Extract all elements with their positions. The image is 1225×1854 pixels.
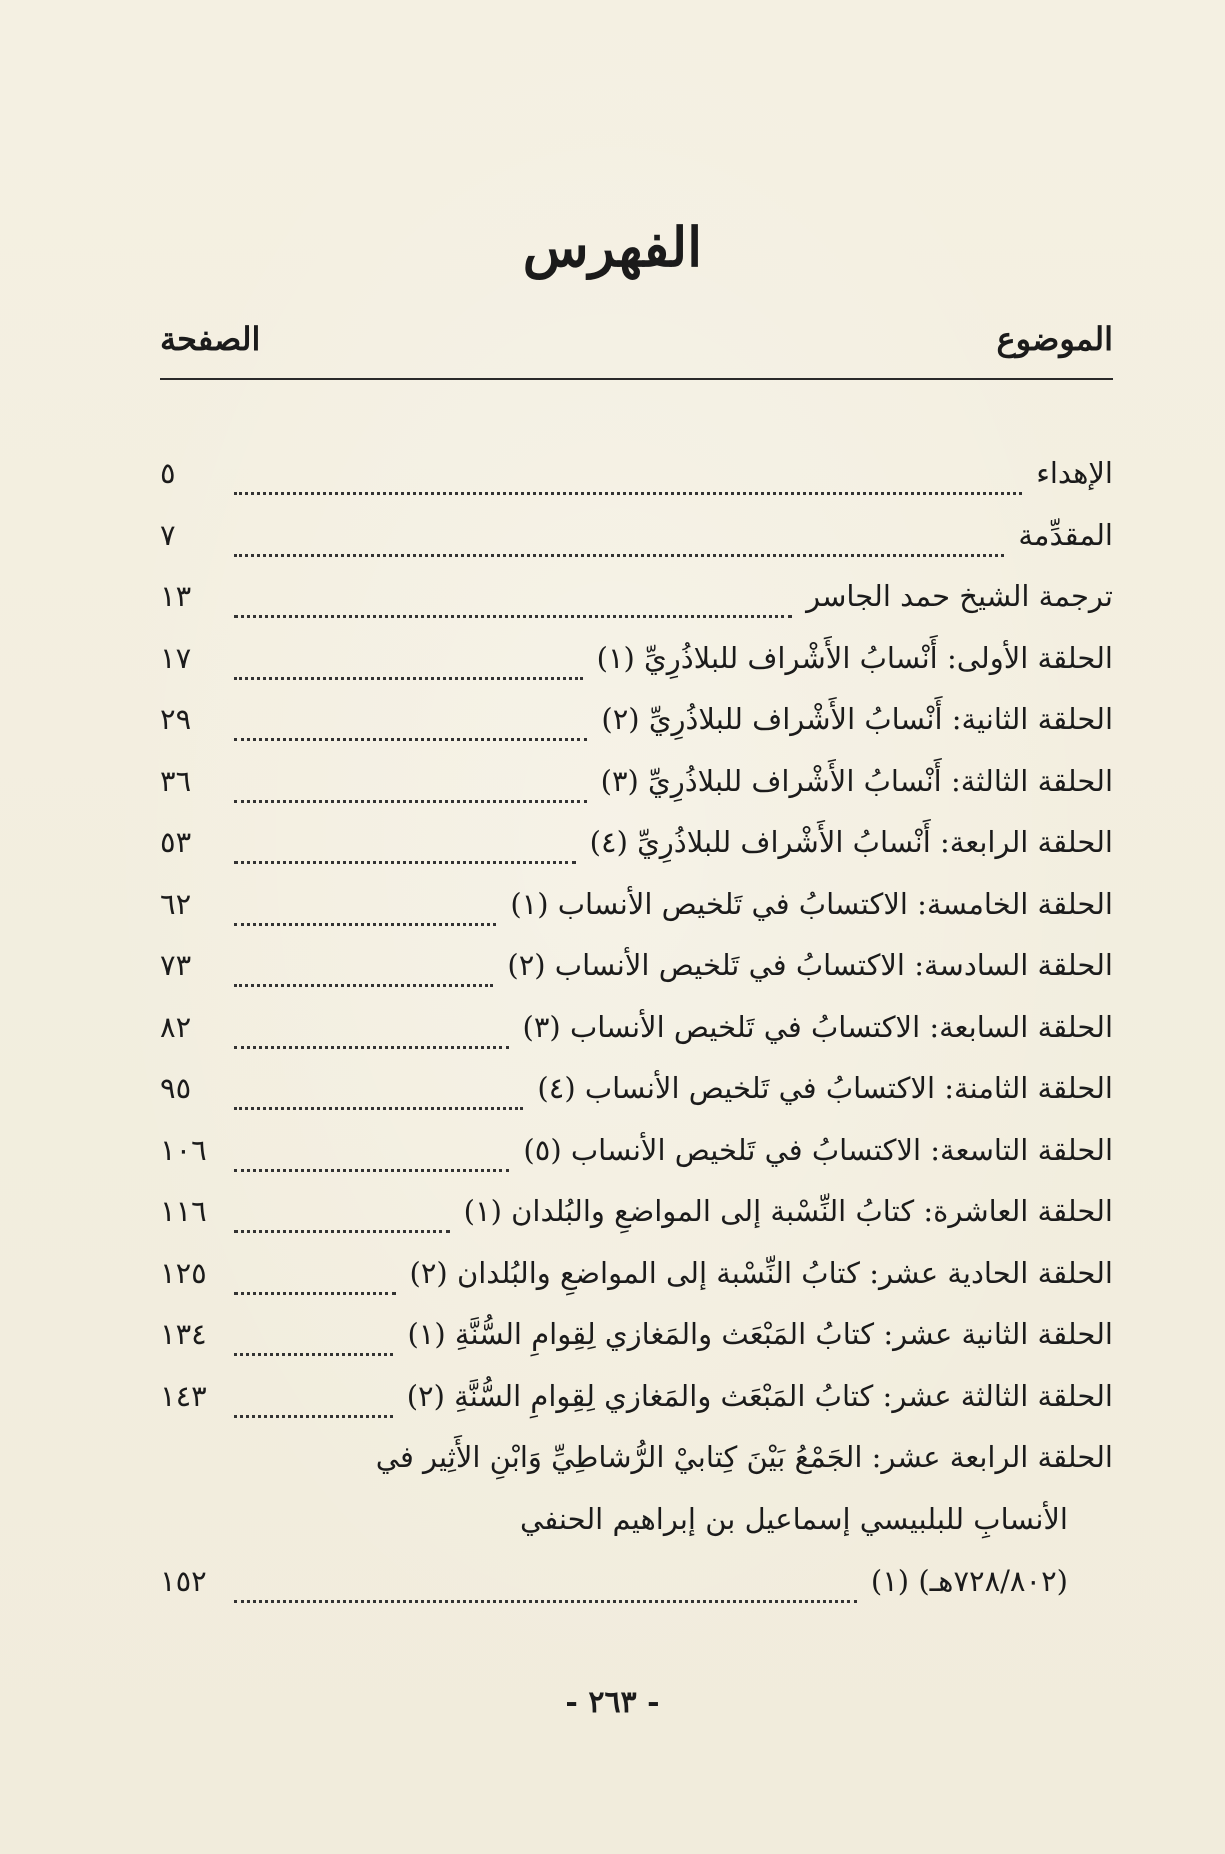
toc-entry xyxy=(160,1002,1113,1064)
toc-entry-title: المقدِّمة xyxy=(1018,517,1113,552)
dot-leader xyxy=(234,1323,393,1356)
toc-entry-title: الحلقة العاشرة: كتابُ النِّسْبة إلى المواضعِ والبُلدان (١) xyxy=(463,1194,1113,1228)
toc-entry-title: الحلقة الثانية: أَنْسابُ الأَشْراف للبلاذُرِيِّ (٢) xyxy=(601,702,1113,736)
toc-entry xyxy=(160,694,1113,756)
page-number: - ٢٦٣ - xyxy=(565,1685,660,1720)
toc-entry-title: الحلقة الحادية عشر: كتابُ النِّسْبة إلى المواضعِ والبُلدان (٢) xyxy=(409,1255,1113,1290)
toc-entry-page: ١٢٥ xyxy=(160,1255,207,1290)
dot-leader xyxy=(234,524,1004,557)
toc-entry xyxy=(160,1063,1113,1125)
toc-entry-title: الحلقة الثانية عشر: كتابُ المَبْعَث والمَغازي لِقِوامِ السُّنَّةِ (١) xyxy=(407,1317,1113,1351)
dot-leader xyxy=(234,1262,396,1295)
toc-entry xyxy=(160,571,1113,633)
toc-entry-title: الحلقة الثالثة عشر: كتابُ المَبْعَث والمَغازي لِقِوامِ السُّنَّةِ (٢) xyxy=(406,1378,1113,1413)
dot-leader xyxy=(234,1200,450,1233)
toc-entry xyxy=(160,817,1113,879)
dot-leader xyxy=(234,893,496,926)
toc-entry xyxy=(160,448,1113,510)
dot-leader xyxy=(234,1139,509,1172)
toc-entry-page: ٦٢ xyxy=(160,886,192,921)
toc-entry xyxy=(160,1248,1113,1310)
toc-entry-title: الحلقة الثالثة: أَنْسابُ الأَشْراف للبلاذُرِيِّ (٣) xyxy=(600,763,1113,798)
toc-entry-page: ٨٢ xyxy=(160,1009,192,1044)
toc-entry-title: الحلقة السابعة: الاكتسابُ في تَلخيص الأنساب (٣) xyxy=(522,1009,1113,1044)
dot-leader xyxy=(234,1016,509,1049)
toc-entry xyxy=(160,756,1113,818)
toc-entry xyxy=(160,1371,1113,1433)
toc-entry-title-line1: الحلقة الرابعة عشر: الجَمْعُ بَيْنَ كِتابيْ الرُّشاطِيِّ وَابْنِ الأَثِير في xyxy=(375,1440,1113,1474)
dot-leader xyxy=(234,1570,857,1603)
toc-entry-title: الحلقة التاسعة: الاكتسابُ في تَلخيص الأنساب (٥) xyxy=(523,1132,1113,1167)
toc-entry-page: ٩٥ xyxy=(160,1071,192,1105)
toc-entry xyxy=(160,879,1113,941)
dot-leader xyxy=(234,831,576,864)
toc-entry-page: ١٥٢ xyxy=(160,1564,207,1598)
toc-entry-title: الإهداء xyxy=(1036,456,1113,490)
toc-entry-page: ٥٣ xyxy=(160,825,192,859)
toc-entry-title-line2: الأنسابِ للبلبيسي إسماعيل بن إبراهيم الحنفي xyxy=(520,1502,1068,1536)
toc-entry xyxy=(160,940,1113,1002)
toc-entry-page: ١٧ xyxy=(160,640,192,675)
dot-leader xyxy=(234,647,583,680)
toc-entry-page: ٧ xyxy=(160,517,176,552)
toc-entry xyxy=(160,1309,1113,1371)
toc-entry-multiline xyxy=(160,1432,1113,1622)
toc-entry-title: الحلقة الخامسة: الاكتسابُ في تَلخيص الأنساب (١) xyxy=(510,886,1113,921)
header-divider xyxy=(160,378,1113,380)
toc-entry-page: ١٠٦ xyxy=(160,1132,207,1167)
toc-entry-title: الحلقة الثامنة: الاكتسابُ في تَلخيص الأنساب (٤) xyxy=(537,1071,1113,1105)
toc-entry xyxy=(160,1125,1113,1187)
dot-leader xyxy=(234,1077,523,1110)
toc-header xyxy=(160,320,1113,372)
toc-entry xyxy=(160,510,1113,572)
dot-leader xyxy=(234,462,1022,495)
toc-entry-page: ٥ xyxy=(160,456,176,490)
toc-entry-page: ٢٩ xyxy=(160,702,192,736)
dot-leader xyxy=(234,708,587,741)
toc-entry-page: ١٤٣ xyxy=(160,1378,207,1413)
toc-entry-title: الحلقة السادسة: الاكتسابُ في تَلخيص الأنساب (٢) xyxy=(507,948,1113,982)
toc-entry xyxy=(160,633,1113,695)
toc-entry-page: ١٣٤ xyxy=(160,1317,207,1351)
page-title: الفهرس xyxy=(522,215,703,279)
toc-entry-page: ٣٦ xyxy=(160,763,192,798)
toc-entry xyxy=(160,1186,1113,1248)
toc-entry-page: ١٣ xyxy=(160,579,192,613)
dot-leader xyxy=(234,954,493,987)
page-column-label: الصفحة xyxy=(160,320,261,358)
toc-entry-title-line3: (٧٢٨/٨٠٢هـ) (١) xyxy=(870,1564,1068,1598)
toc-entry-title: الحلقة الأولى: أَنْسابُ الأَشْراف للبلاذُرِيِّ (١) xyxy=(596,640,1113,675)
toc-entry-page: ١١٦ xyxy=(160,1194,207,1228)
toc-entry-title: ترجمة الشيخ حمد الجاسر xyxy=(806,579,1113,613)
dot-leader xyxy=(234,770,587,803)
toc-entry-page: ٧٣ xyxy=(160,948,192,982)
toc-entry-title: الحلقة الرابعة: أَنْسابُ الأَشْراف للبلاذُرِيِّ (٤) xyxy=(589,825,1113,859)
dot-leader xyxy=(234,1385,393,1418)
subject-column-label: الموضوع xyxy=(996,320,1113,358)
dot-leader xyxy=(234,585,792,618)
toc-list xyxy=(160,448,1113,1622)
